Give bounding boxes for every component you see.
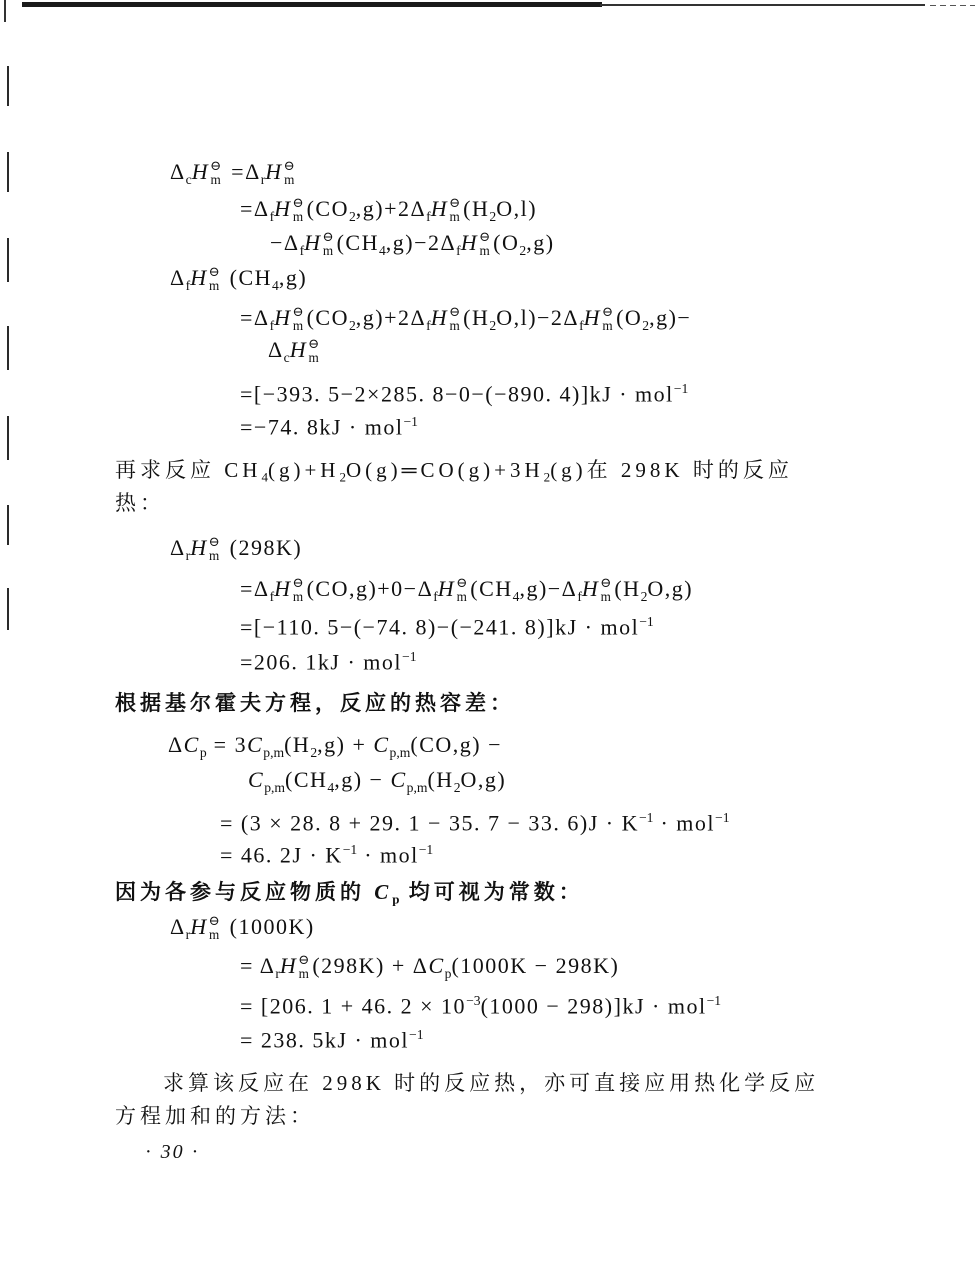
formula-text: (H — [463, 305, 490, 330]
formula-text: (O — [493, 230, 520, 255]
stacked-script — [298, 953, 309, 981]
standard-state-symbol: ⊖ — [292, 304, 304, 320]
equation-line — [240, 642, 417, 677]
superscript: −1 — [638, 810, 654, 825]
subscript: 2 — [453, 779, 461, 795]
standard-state-symbol: ⊖ — [292, 575, 304, 591]
scan-edge-mark — [7, 505, 9, 545]
formula-text: (O — [616, 305, 643, 330]
subscript: c — [283, 349, 290, 365]
standard-state-symbol: ⊖ — [322, 229, 334, 245]
subscript: m — [210, 172, 221, 188]
formula-text: = [206. 1 + 46. 2 × 10 — [240, 993, 467, 1019]
scan-edge-mark — [7, 238, 9, 282]
formula-text: =Δ — [224, 159, 261, 184]
subscript: p — [199, 744, 207, 760]
subscript: m — [284, 172, 295, 188]
subscript: 4 — [327, 779, 335, 795]
paragraph-line — [115, 877, 584, 915]
page-number — [145, 1137, 200, 1167]
paragraph-line — [115, 1101, 315, 1131]
equation-line — [240, 986, 721, 1021]
equation-line — [248, 765, 506, 803]
subscript: m — [479, 243, 490, 259]
formula-text: 均可视为常数： — [399, 880, 584, 904]
paragraph-line — [115, 688, 515, 718]
formula-text: (CH — [285, 767, 328, 792]
subscript: f — [185, 277, 191, 293]
standard-state-symbol: ⊖ — [208, 913, 220, 929]
italic-symbol: H — [190, 914, 208, 939]
stacked-script — [293, 576, 304, 604]
superscript: −3 — [466, 993, 481, 1008]
superscript: −1 — [402, 649, 417, 664]
stacked-script — [308, 337, 319, 365]
formula-text: 因为各参与反应物质的 — [115, 880, 375, 904]
subscript: 4 — [512, 588, 520, 604]
subscript: m — [208, 278, 220, 294]
stacked-script — [209, 535, 220, 563]
italic-symbol: C — [373, 732, 390, 757]
standard-state-symbol: ⊖ — [456, 575, 468, 591]
formula-text: =Δ — [240, 576, 270, 601]
italic-symbol: H — [430, 196, 449, 221]
equation-line — [220, 835, 433, 870]
formula-text: Δ — [268, 337, 284, 362]
equation-line — [170, 157, 298, 195]
formula-text: (g)在 298K 时的反应 — [550, 458, 793, 482]
italic-symbol: C — [247, 732, 264, 757]
formula-text: Δ — [170, 159, 186, 184]
formula-text: (CO — [306, 305, 349, 330]
equation-line — [240, 951, 619, 989]
scan-edge-mark — [7, 326, 9, 370]
formula-text: Δ — [168, 732, 184, 757]
formula-text: (CH — [470, 576, 513, 601]
subscript: r — [185, 547, 191, 563]
italic-symbol: C — [390, 767, 407, 792]
scan-corner-mark — [4, 0, 6, 22]
stacked-script — [323, 230, 334, 258]
formula-text: (1000 − 298)]kJ · mol — [480, 993, 707, 1019]
formula-text: O,l)−2Δ — [496, 305, 580, 330]
italic-symbol: H — [289, 337, 308, 362]
superscript: −1 — [639, 614, 654, 629]
subscript: 2 — [489, 317, 497, 333]
formula-text: ,g) − — [334, 767, 391, 792]
equation-line — [170, 263, 307, 301]
formula-text: (1000K − 298K) — [451, 953, 620, 978]
formula-text: ,g)− — [649, 305, 692, 330]
formula-text: −Δ — [270, 230, 300, 255]
superscript: −1 — [409, 1027, 424, 1042]
subscript: f — [426, 317, 431, 333]
subscript: m — [456, 589, 467, 605]
standard-state-symbol: ⊖ — [479, 229, 491, 245]
italic-symbol: H — [583, 305, 602, 330]
equation-line — [240, 407, 418, 442]
stacked-script — [209, 914, 220, 942]
subscript: f — [269, 208, 275, 224]
subscript: m — [449, 209, 460, 225]
subscript: m — [208, 548, 220, 564]
italic-symbol: H — [191, 159, 210, 184]
formula-text: =Δ — [240, 196, 270, 221]
subscript: r — [275, 965, 280, 981]
formula-text: 方程加和的方法： — [115, 1104, 315, 1128]
italic-symbol: H — [190, 535, 208, 560]
standard-state-symbol: ⊖ — [308, 336, 320, 352]
superscript: −1 — [715, 810, 730, 825]
standard-state-symbol: ⊖ — [298, 952, 310, 968]
equation-line — [170, 533, 302, 571]
subscript: 4 — [272, 277, 279, 293]
formula-text: (298K) + Δ — [312, 953, 429, 978]
italic-symbol: C — [183, 732, 200, 757]
formula-text: 热： — [115, 491, 165, 515]
formula-text: = 3 — [206, 732, 248, 757]
stacked-script — [293, 196, 304, 224]
scan-top-rule-thin — [600, 4, 925, 6]
formula-text: (H — [463, 196, 490, 221]
formula-text: Δ — [170, 914, 186, 939]
equation-line — [240, 607, 654, 642]
formula-text: = 238. 5kJ · mol — [240, 1027, 410, 1053]
formula-text: (H — [614, 576, 641, 601]
italic-symbol: H — [430, 305, 449, 330]
subscript: p,m — [263, 744, 285, 760]
subscript: 2 — [642, 317, 650, 333]
formula-text: =[−393. 5−2×285. 8−0−(−890. 4)]kJ · mol — [240, 381, 674, 407]
stacked-script — [209, 265, 220, 293]
formula-text: (g)+H — [267, 458, 340, 482]
subscript: m — [322, 243, 334, 259]
subscript: c — [185, 171, 192, 187]
subscript: p — [444, 965, 452, 981]
subscript: f — [456, 242, 461, 258]
italic-symbol: H — [304, 230, 322, 255]
formula-text: Δ — [170, 535, 186, 560]
formula-text: =−74. 8kJ · mol — [240, 414, 404, 440]
formula-text: · mol — [653, 810, 716, 836]
formula-text: ,g) — [526, 230, 555, 255]
subscript: 2 — [489, 208, 497, 224]
italic-symbol: C — [428, 953, 445, 978]
stacked-script — [210, 159, 221, 187]
italic-symbol: H — [274, 576, 292, 601]
italic-symbol: H — [460, 230, 479, 255]
formula-text: Δ — [170, 265, 186, 290]
formula-text: (CO — [306, 196, 349, 221]
italic-symbol: H — [279, 953, 298, 978]
formula-text: ,g) + — [317, 732, 374, 757]
subscript: m — [298, 966, 309, 982]
formula-text: · — [184, 1141, 201, 1163]
standard-state-symbol: ⊖ — [210, 158, 222, 174]
formula-text: = 46. 2J · K — [220, 842, 343, 868]
subscript: m — [292, 318, 304, 334]
equation-line — [170, 912, 315, 950]
italic-symbol: H — [274, 196, 292, 221]
scan-edge-mark — [7, 416, 9, 460]
formula-text: (298K) — [222, 535, 303, 560]
formula-text: (CH — [222, 265, 273, 290]
equation-line — [268, 335, 322, 373]
italic-symbol: C — [248, 767, 265, 792]
subscript: 2 — [348, 208, 356, 224]
subscript: p,m — [264, 779, 286, 795]
subscript: m — [308, 350, 319, 366]
subscript: f — [577, 588, 582, 604]
formula-text: O,g) — [460, 767, 507, 792]
stacked-script — [600, 576, 611, 604]
subscript: 2 — [310, 744, 318, 760]
formula-text: 根据基尔霍夫方程，反应的热容差： — [115, 691, 515, 715]
subscript: m — [449, 318, 460, 334]
subscript: f — [579, 317, 584, 333]
standard-state-symbol: ⊖ — [602, 304, 614, 320]
scan-top-rule — [22, 2, 602, 7]
formula-text: (1000K) — [222, 914, 315, 939]
italic-symbol: H — [581, 576, 600, 601]
standard-state-symbol: ⊖ — [208, 534, 220, 550]
italic-symbol: H — [190, 265, 208, 290]
formula-text: = Δ — [240, 953, 276, 978]
subscript: 2 — [543, 469, 551, 485]
formula-text: =Δ — [240, 305, 270, 330]
subscript: m — [292, 589, 304, 605]
formula-text: (CH — [336, 230, 379, 255]
standard-state-symbol: ⊖ — [600, 575, 612, 591]
stacked-script — [449, 196, 460, 224]
subscript: f — [426, 208, 431, 224]
equation-line — [270, 228, 555, 266]
equation-line — [240, 194, 537, 232]
equation-line — [240, 374, 688, 409]
paragraph-line — [115, 488, 165, 518]
formula-text: = (3 × 28. 8 + 29. 1 − 35. 7 − 33. 6)J · K — [220, 810, 639, 836]
formula-text: ,g)−Δ — [519, 576, 578, 601]
subscript: 4 — [378, 242, 386, 258]
formula-text: 求算该反应在 298K 时的反应热，亦可直接应用热化学反应 — [163, 1071, 820, 1095]
superscript: −1 — [418, 842, 434, 857]
standard-state-symbol: ⊖ — [208, 264, 220, 280]
paragraph-line — [163, 1068, 819, 1098]
stacked-script — [284, 159, 295, 187]
scan-edge-mark — [7, 66, 9, 106]
subscript: 2 — [640, 588, 648, 604]
formula-text: O,g) — [647, 576, 694, 601]
formula-text: =206. 1kJ · mol — [240, 649, 403, 675]
paragraph-line — [115, 455, 793, 493]
superscript: −1 — [403, 414, 418, 429]
formula-text: 再求反应 CH — [115, 458, 262, 482]
superscript: −1 — [342, 842, 358, 857]
formula-text: (H — [427, 767, 454, 792]
subscript: p — [392, 891, 400, 907]
formula-text: ,g) — [278, 265, 308, 290]
italic-symbol: H — [437, 576, 456, 601]
subscript: p,m — [389, 744, 411, 760]
stacked-script — [602, 305, 613, 333]
subscript: f — [433, 588, 438, 604]
formula-text: O(g)═CO(g)+3H — [345, 458, 544, 482]
formula-text: (CO,g)+0−Δ — [306, 576, 434, 601]
formula-text: · mol — [357, 842, 419, 868]
superscript: −1 — [706, 993, 722, 1008]
subscript: r — [185, 926, 191, 942]
formula-text: ,g)+2Δ — [355, 305, 427, 330]
equation-line — [240, 1020, 424, 1055]
subscript: p,m — [406, 779, 428, 795]
stacked-script — [449, 305, 460, 333]
formula-text: O,l) — [496, 196, 538, 221]
subscript: r — [260, 171, 266, 187]
scan-top-rule-dashed — [930, 5, 975, 6]
formula-text: ,g)+2Δ — [355, 196, 427, 221]
italic-symbol: H — [265, 159, 283, 184]
scan-edge-mark — [7, 152, 9, 192]
stacked-script — [293, 305, 304, 333]
subscript: m — [602, 318, 613, 334]
italic-symbol: H — [274, 305, 292, 330]
subscript: f — [269, 588, 275, 604]
standard-state-symbol: ⊖ — [449, 304, 461, 320]
subscript: 2 — [519, 242, 527, 258]
subscript: 2 — [339, 469, 346, 485]
scan-edge-mark — [7, 588, 9, 630]
formula-text: · — [145, 1141, 161, 1163]
formula-text: ,g)−2Δ — [385, 230, 457, 255]
subscript: f — [269, 317, 275, 333]
formula-text: (CO,g) − — [410, 732, 502, 757]
italic-symbol: C — [374, 880, 393, 904]
stacked-script — [479, 230, 490, 258]
equation-line — [220, 803, 730, 838]
stacked-script — [456, 576, 467, 604]
formula-text: (H — [284, 732, 311, 757]
equation-line — [168, 730, 502, 768]
subscript: 4 — [261, 469, 268, 485]
subscript: f — [299, 242, 305, 258]
superscript: −1 — [673, 381, 689, 396]
standard-state-symbol: ⊖ — [449, 195, 461, 211]
italic-symbol: 30 — [160, 1141, 185, 1163]
subscript: 2 — [348, 317, 356, 333]
formula-text: =[−110. 5−(−74. 8)−(−241. 8)]kJ · mol — [240, 614, 640, 640]
subscript: m — [600, 589, 611, 605]
subscript: m — [292, 209, 304, 225]
subscript: m — [208, 927, 220, 943]
standard-state-symbol: ⊖ — [292, 195, 304, 211]
standard-state-symbol: ⊖ — [283, 158, 295, 174]
